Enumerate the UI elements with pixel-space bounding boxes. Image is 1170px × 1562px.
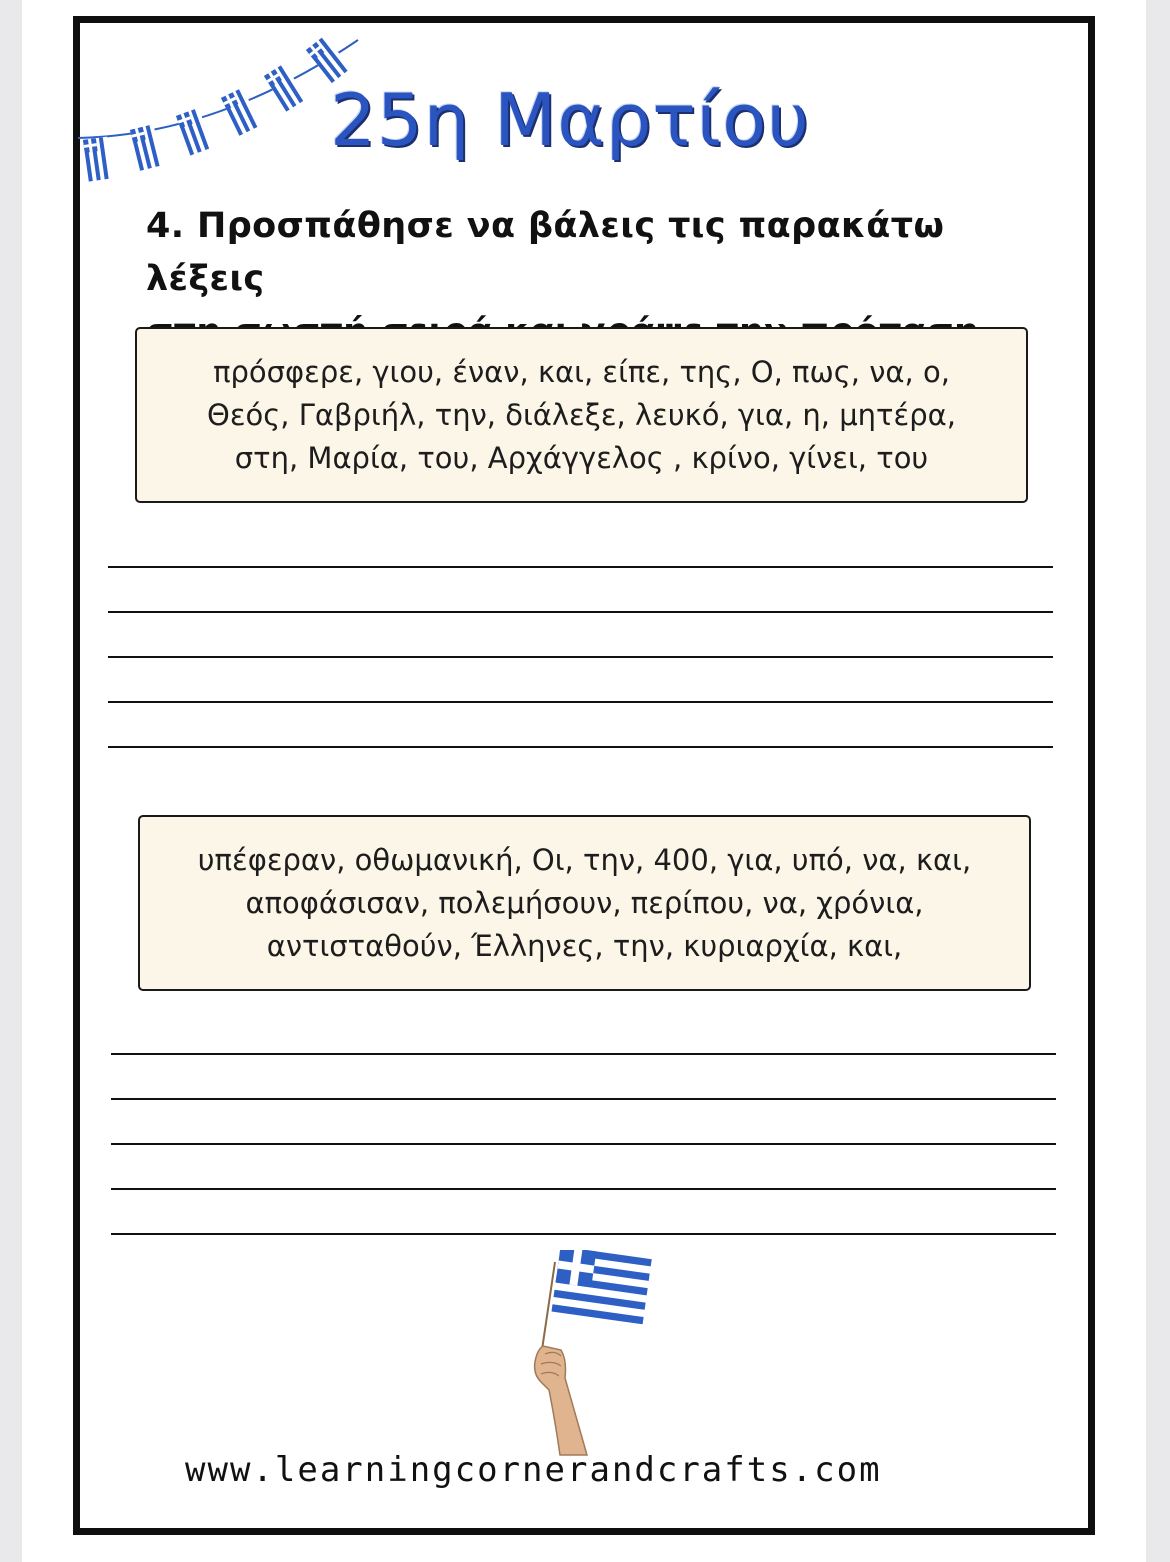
- writing-line[interactable]: [108, 566, 1053, 568]
- word-box-1: [135, 327, 1028, 503]
- website-footer[interactable]: www.learningcornerandcrafts.com: [185, 1450, 882, 1490]
- word-box-2-line-2: αποφάσισαν, πολεμήσουν, περίπου, να, χρόνια,: [245, 885, 924, 920]
- writing-line[interactable]: [108, 611, 1053, 613]
- word-box-1-line-2: Θεός, Γαβριήλ, την, διάλεξε, λευκό, για, η, μητέρα,: [207, 397, 956, 432]
- word-box-2-line-3: αντισταθούν, Έλληνες, την, κυριαρχία, και,: [266, 928, 903, 963]
- writing-line[interactable]: [108, 746, 1053, 748]
- writing-line[interactable]: [111, 1188, 1056, 1190]
- word-box-1-line-3: στη, Μαρία, του, Αρχάγγελος , κρίνο, γίνει, του: [234, 440, 929, 475]
- instruction-line-1: 4. Προσπάθησε να βάλεις τις παρακάτω λέξεις: [146, 206, 945, 299]
- word-box-2: [138, 815, 1031, 991]
- writing-line[interactable]: [108, 656, 1053, 658]
- word-box-1-line-1: πρόσφερε, γιου, έναν, και, είπε, της, Ο, πως, να, ο,: [213, 354, 950, 389]
- word-box-2-line-1: υπέφεραν, οθωμανική, Οι, την, 400, για, υπό, να, και,: [197, 842, 972, 877]
- page-title: 25η Μαρτίου: [330, 78, 810, 162]
- writing-line[interactable]: [111, 1053, 1056, 1055]
- writing-line[interactable]: [111, 1143, 1056, 1145]
- writing-line[interactable]: [111, 1098, 1056, 1100]
- hand-holding-greek-flag-icon: [515, 1250, 655, 1460]
- writing-line[interactable]: [111, 1233, 1056, 1235]
- writing-line[interactable]: [108, 701, 1053, 703]
